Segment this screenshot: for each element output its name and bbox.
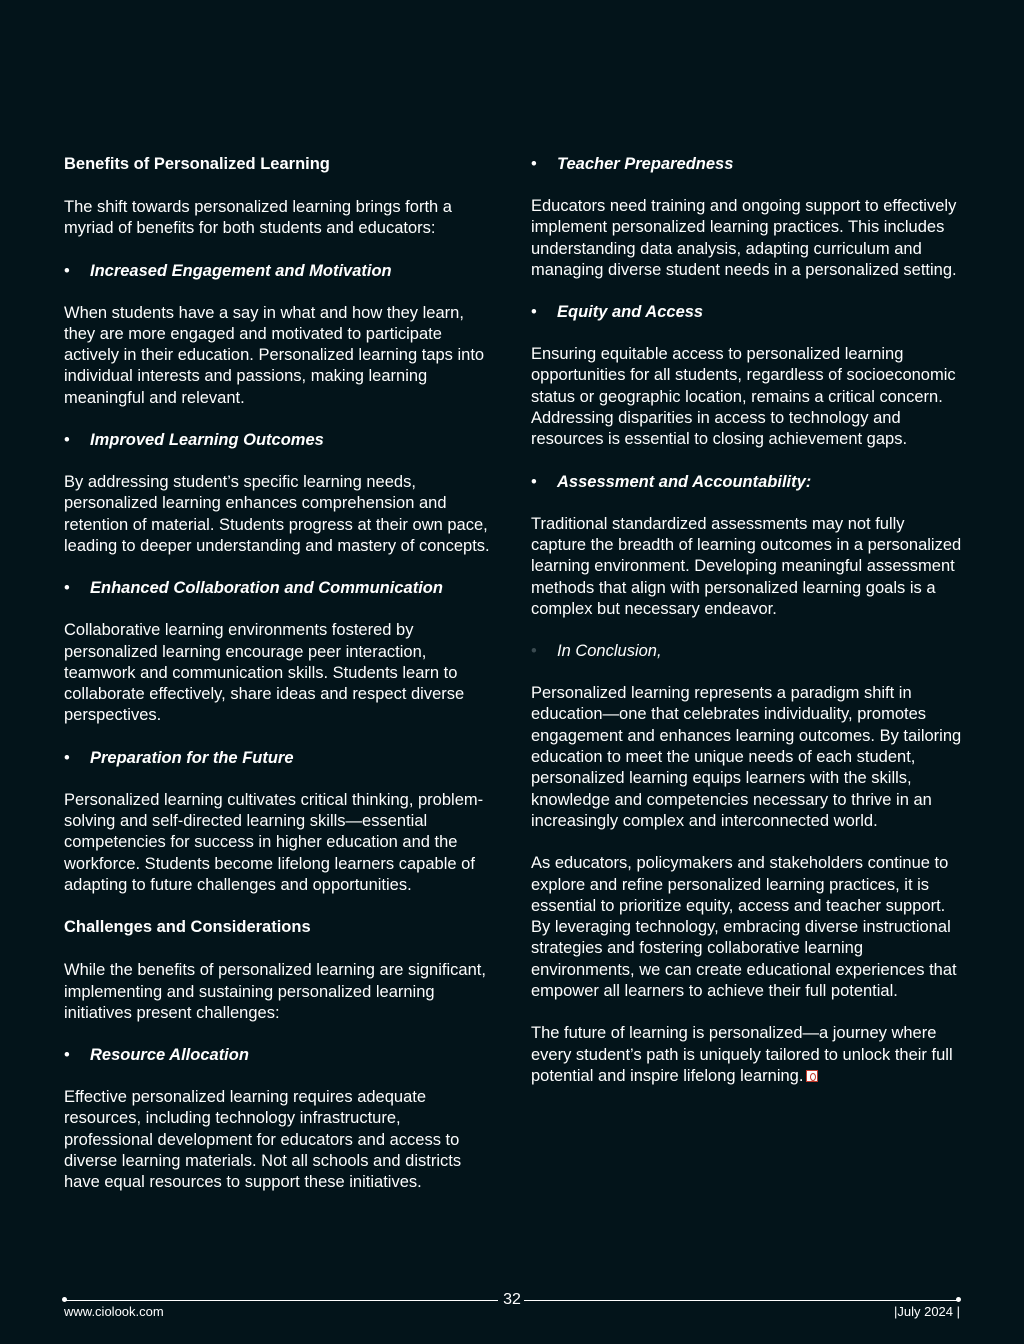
teacher-paragraph: Educators need training and ongoing support to effectively implement personalized learning practices. This includes understanding data analysis, adapting curriculum and managing diverse student needs in a personalized setting.	[531, 197, 957, 279]
footer-website: www.ciolook.com	[64, 1304, 164, 1319]
end-mark-icon	[806, 1070, 818, 1082]
bullet-assessment: • Assessment and Accountability:	[531, 472, 812, 491]
bullet-icon: •	[64, 579, 70, 598]
challenges-heading: Challenges and Considerations	[64, 918, 311, 937]
footer-dot-icon	[62, 1297, 67, 1302]
bullet-icon: •	[531, 642, 537, 661]
bullet-conclusion: • In Conclusion,	[531, 642, 662, 661]
left-column	[64, 154, 494, 1215]
page-number: 32	[503, 1291, 521, 1308]
bullet-icon: •	[531, 472, 537, 491]
bullet-improved-outcomes: • Improved Learning Outcomes	[64, 431, 324, 450]
benefits-intro: The shift towards personalized learning brings forth a myriad of benefits for both students and educators:	[64, 198, 452, 238]
conclusion-paragraph-3: The future of learning is personalized—a journey where every student’s path is uniquely tailored to unlock their full potential and inspire lifelong learning.	[531, 1024, 953, 1085]
bullet-resource-allocation: • Resource Allocation	[64, 1046, 249, 1065]
outcomes-paragraph: By addressing student’s specific learning needs, personalized learning enhances comprehension and retention of material. Students progress at their own pace, leading to deeper understanding and mastery of concepts.	[64, 473, 490, 555]
bullet-icon: •	[531, 155, 537, 173]
bullet-equity-access: • Equity and Access	[531, 303, 704, 322]
footer-dot-icon	[956, 1297, 961, 1302]
bullet-collaboration: • Enhanced Collaboration and Communication	[64, 579, 443, 598]
footer-rule-right	[524, 1300, 960, 1301]
right-column	[531, 154, 963, 1108]
bullet-icon: •	[64, 261, 70, 280]
bullet-preparation: • Preparation for the Future	[64, 748, 294, 767]
resource-paragraph: Effective personalized learning requires adequate resources, including technology infrastructure, professional development for educators and access to diverse learning materials. Not all schools and districts have equal resources to support these initiatives.	[64, 1088, 462, 1192]
bullet-icon: •	[64, 431, 70, 450]
bullet-icon: •	[531, 303, 537, 322]
equity-paragraph: Ensuring equitable access to personalized learning opportunities for all students, regardless of socioeconomic status or geographic location, remains a critical concern. Addressing disparities in access to technology and resources is essential to closing achievement gaps.	[531, 345, 956, 449]
assessment-paragraph: Traditional standardized assessments may not fully capture the breadth of learning outcomes in a personalized learning environment. Developing meaningful assessment methods that align with personalized learning goals is a complex but necessary endeavor.	[531, 514, 962, 618]
collaboration-paragraph: Collaborative learning environments fostered by personalized learning encourage peer interaction, teamwork and communication skills. Students learn to collaborate effectively, share ideas and respect diverse perspectives.	[64, 621, 465, 725]
conclusion-paragraph-2: As educators, policymakers and stakeholders continue to explore and refine personalized learning practices, it is essential to prioritize equity, access and teacher support. By leveraging technology, embracing diverse instructional strategies and fostering collaborative learning environments, we can create educational experiences that empower all learners to achieve their full potential.	[531, 854, 957, 1001]
preparation-paragraph: Personalized learning cultivates critical thinking, problem-solving and self-directed learning skills—essential competencies for success in higher education and the workforce. Students become lifelong learners capable of adapting to future challenges and opportunities.	[64, 790, 484, 894]
benefits-heading: Benefits of Personalized Learning	[64, 155, 330, 173]
footer-date: |July 2024 |	[893, 1304, 960, 1319]
bullet-teacher-preparedness: • Teacher Preparedness	[531, 155, 734, 173]
challenges-intro: While the benefits of personalized learning are significant, implementing and sustaining personalized learning initiatives present challenges:	[64, 961, 486, 1022]
bullet-icon: •	[64, 748, 70, 767]
footer-rule-left	[64, 1300, 498, 1301]
engagement-paragraph: When students have a say in what and how they learn, they are more engaged and motivated to participate actively in their education. Personalized learning taps into individual interests and passions, making learning meaningful and relevant.	[64, 303, 485, 407]
bullet-increased-engagement: • Increased Engagement and Motivation	[64, 261, 392, 280]
bullet-icon: •	[64, 1046, 70, 1065]
conclusion-paragraph-1: Personalized learning represents a paradigm shift in education—one that celebrates individuality, promotes engagement and enhances learning outcomes. By tailoring education to meet the unique needs of each student, personalized learning equips learners with the skills, knowledge and competencies necessary to thrive in an increasingly complex and interconnected world.	[531, 684, 962, 830]
